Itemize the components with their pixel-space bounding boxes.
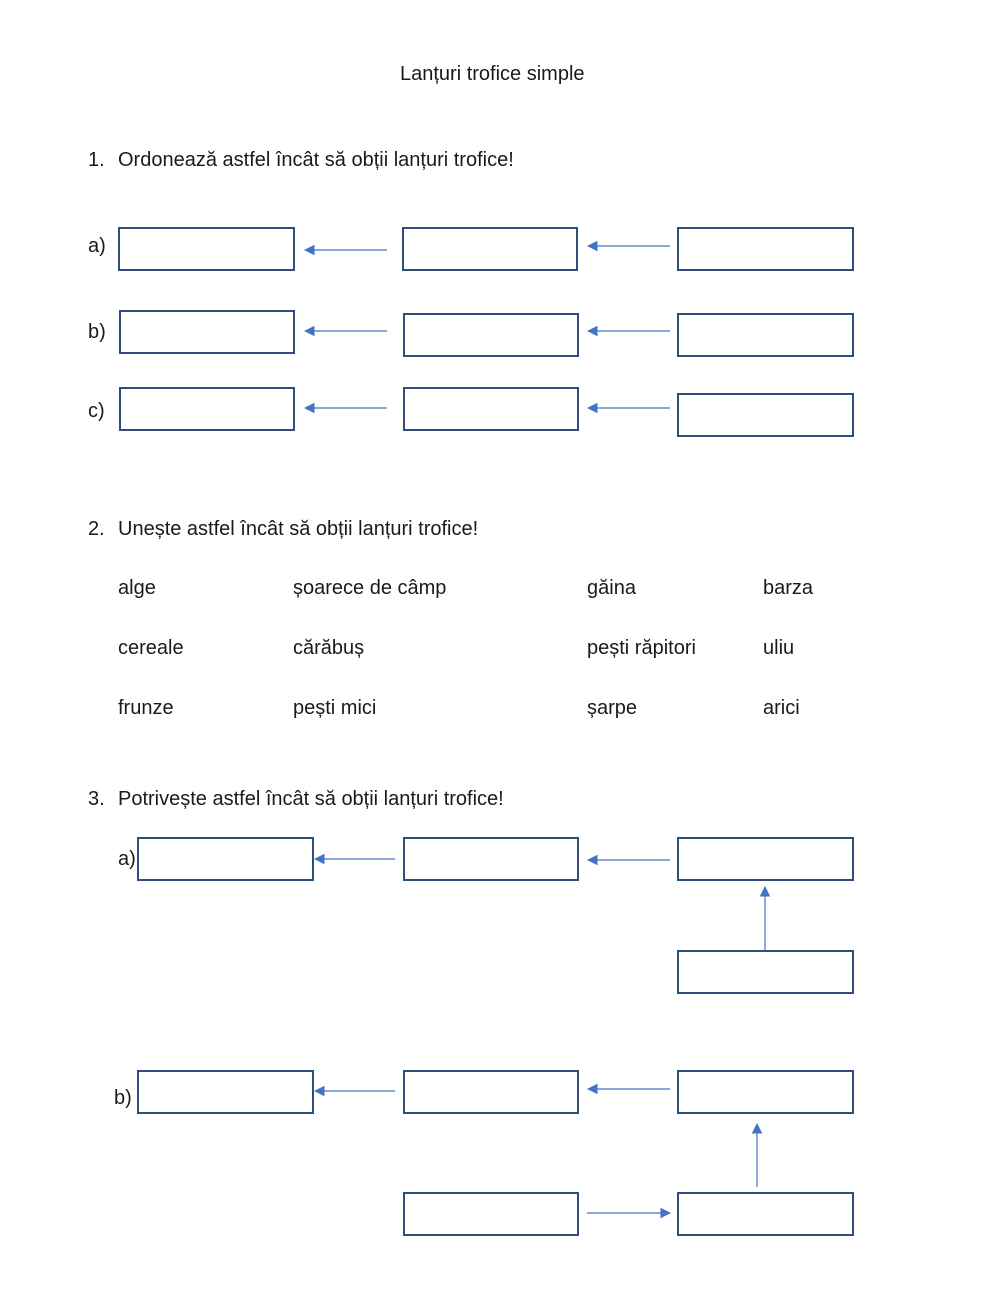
section-1-heading: Ordonează astfel încât să obții lanțuri trofice! xyxy=(118,149,514,171)
word-alge[interactable]: alge xyxy=(118,577,156,599)
section-3-label-b: b) xyxy=(114,1087,132,1109)
section-3-number: 3. xyxy=(88,788,105,810)
section-2-number: 2. xyxy=(88,518,105,540)
section-3-heading: Potrivește astfel încât să obții lanțuri trofice! xyxy=(118,788,504,810)
word-soarece-de-camp[interactable]: șoarece de câmp xyxy=(293,577,447,599)
word-sarpe[interactable]: șarpe xyxy=(587,697,638,719)
word-pesti-rapitori[interactable]: pești răpitori xyxy=(587,637,696,659)
word-arici[interactable]: arici xyxy=(763,697,800,719)
word-cereale[interactable]: cereale xyxy=(118,637,184,659)
word-pesti-mici[interactable]: pești mici xyxy=(293,697,377,719)
section-1-label-a: a) xyxy=(88,235,106,257)
section-1-label-b: b) xyxy=(88,321,106,343)
section-1-label-c: c) xyxy=(88,400,105,422)
section-2-heading: Unește astfel încât să obții lanțuri trofice! xyxy=(118,518,479,540)
section-1-number: 1. xyxy=(88,149,105,171)
page-title: Lanțuri trofice simple xyxy=(400,63,585,85)
word-barza[interactable]: barza xyxy=(763,577,814,599)
word-frunze[interactable]: frunze xyxy=(118,697,174,719)
word-gaina[interactable]: găina xyxy=(587,577,636,599)
word-uliu[interactable]: uliu xyxy=(763,637,795,659)
word-carabus[interactable]: cărăbuș xyxy=(293,637,365,659)
section-3-label-a: a) xyxy=(118,848,136,870)
